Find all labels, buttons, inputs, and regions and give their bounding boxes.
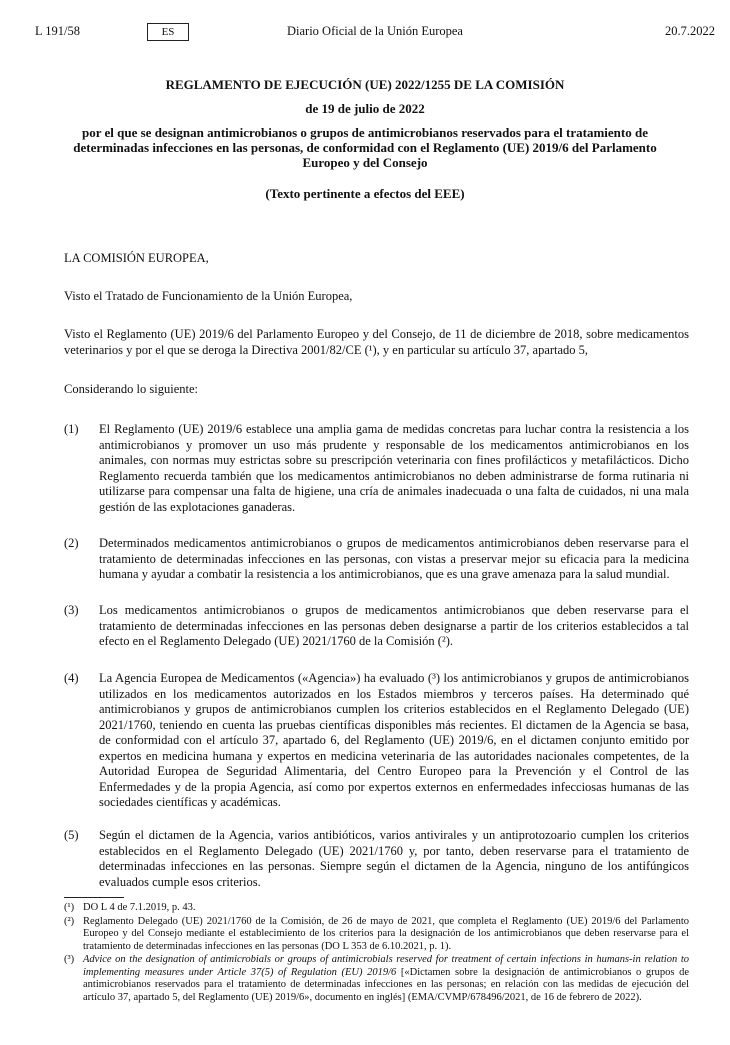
footnote-text — [83, 954, 689, 1004]
eea-relevance: (Texto pertinente a efectos del EEE) — [265, 186, 465, 201]
footnote-number: (³) — [64, 954, 75, 965]
footnotes — [64, 902, 689, 1005]
recital-number: (5) — [64, 828, 79, 842]
footnote-text: DO L 4 de 7.1.2019, p. 43. — [83, 902, 196, 913]
whereas-heading: Considerando lo siguiente: — [64, 382, 199, 396]
treaty-citation: Visto el Tratado de Funcionamiento de la Unión Europea, — [64, 289, 353, 303]
recital-number: (3) — [64, 603, 79, 617]
title-date: de 19 de julio de 2022 — [305, 101, 425, 116]
commission-line: LA COMISIÓN EUROPEA, — [64, 251, 209, 265]
footnote-italic-title: Advice on the designation of antimicrobials or groups of antimicrobials reserved for treatment of certain infections in humans-in relation to implementing measures under Article 37(5) of Regulation (EU) 2019/6 — [83, 954, 689, 978]
footnote-body: [«Dictamen sobre la designación de antimicrobianos o grupos de antimicrobianos reservados para el tratamiento de determinadas infecciones en las personas; en relación con las medidas de ejecución del artículo 37, apartado 5, del Reglamento (UE) 2019/6», documento en inglés] (EMA/CVMP/678496/2021, de 16 de febrero de 2022). — [83, 966, 690, 1003]
footnote-1 — [64, 902, 689, 915]
footnote-number: (²) — [64, 915, 75, 927]
journal-name: Diario Oficial de la Unión Europea — [287, 24, 463, 38]
recital-text: Según el dictamen de la Agencia, varios antibióticos, varios antivirales y un antiprotozoario cumplen los criterios establecidos en el Reglamento Delegado (UE) 2021/1760 y, por tanto, deben reservarse para el tratamiento de determinadas infecciones en las personas. Siempre según el dictamen de la Agencia, ninguno de los antifúngicos evaluados cumple esos criterios. — [99, 828, 689, 889]
title-subject: por el que se designan antimicrobianos o grupos de antimicrobianos reservados para el tratamiento de determinadas infecciones en las personas, de conformidad con el Reglamento (UE) 2019/6 del Parlamento Europeo y del Consejo — [73, 125, 657, 170]
recital-number: (1) — [64, 422, 79, 436]
footnote-2 — [64, 916, 689, 954]
recital-text: El Reglamento (UE) 2019/6 establece una amplia gama de medidas concretas para luchar contra la resistencia a los antimicrobianos y promover un uso más prudente y responsable de los medicamentos antimicrobianos en los animales, con normas muy estrictas sobre su prescripción veterinaria con fines profilácticos y metafilácticos. Dicho Reglamento recuerda también que los medicamentos antimicrobianos no deben administrarse de forma rutinaria ni utilizarse para compensar una falta de higiene, una cría de animales inadecuada o una falta de cuidados, ni una mala gestión de las explotaciones ganaderas. — [99, 422, 689, 514]
recital-text: Determinados medicamentos antimicrobianos o grupos de medicamentos antimicrobianos deben reservarse para el tratamiento de determinadas infecciones en las personas, con vistas a preservar mejor su eficacia para la medicina humana y ayudar a combatir la resistencia a los antimicrobianos, que es una grave amenaza para la salud mundial. — [99, 536, 689, 581]
footnote-number: (¹) — [64, 902, 75, 913]
language-badge: ES — [147, 23, 189, 41]
recital-number: (2) — [64, 536, 79, 550]
publication-date: 20.7.2022 — [665, 24, 715, 38]
recital-number: (4) — [64, 671, 79, 685]
page-header — [35, 24, 715, 42]
regulation-citation: Visto el Reglamento (UE) 2019/6 del Parlamento Europeo y del Consejo, de 11 de diciembre de 2018, sobre medicamentos veterinarios y por el que se deroga la Directiva 2001/82/CE (¹), y en particular su artículo 37, apartado 5, — [64, 327, 689, 357]
recital-text: La Agencia Europea de Medicamentos («Agencia») ha evaluado (³) los antimicrobianos y grupos de antimicrobianos utilizados en los medicamentos autorizados en los Estados miembros y terceros países. Ha determinado qué antimicrobianos y grupos de antimicrobianos cumplen los criterios establecidos en el Reglamento Delegado (UE) 2021/1760, teniendo en cuenta las pruebas científicas disponibles más recientes. El dictamen de la Agencia se basa, de conformidad con el artículo 37, apartado 6, del Reglamento (UE) 2019/6, en el dictamen conjunto emitido por expertos en medicina humana y expertos en medicina veterinaria de las autoridades nacionales competentes, de la Autoridad Europea de Seguridad Alimentaria, del Centro Europeo para la Prevención y el Control de las Enfermedades y de la propia Agencia, así como por expertos externos en enfermedades infecciosas humanas de las sociedades científicas y académicas. — [99, 671, 689, 809]
title-line-1: REGLAMENTO DE EJECUCIÓN (UE) 2022/1255 DE LA COMISIÓN — [165, 77, 565, 92]
recital-text: Los medicamentos antimicrobianos o grupos de medicamentos antimicrobianos que deben reservarse para el tratamiento de determinadas infecciones en las personas deben designarse a partir de los criterios establecidos a tal efecto en el Reglamento Delegado (UE) 2021/1760 de la Comisión (²). — [99, 603, 689, 648]
regulation-title — [60, 77, 670, 201]
page-reference: L 191/58 — [35, 24, 81, 38]
footnote-3 — [64, 954, 689, 1004]
footnote-text: Reglamento Delegado (UE) 2021/1760 de la Comisión, de 26 de mayo de 2021, que completa el Reglamento (UE) 2019/6 del Parlamento Europeo y del Consejo mediante el establecimiento de los criterios para la designación de los antimicrobianos que deben reservarse para el tratamiento de determinadas infecciones en las personas (DO L 353 de 6.10.2021, p. 1). — [83, 915, 689, 952]
footnote-divider — [64, 897, 124, 898]
